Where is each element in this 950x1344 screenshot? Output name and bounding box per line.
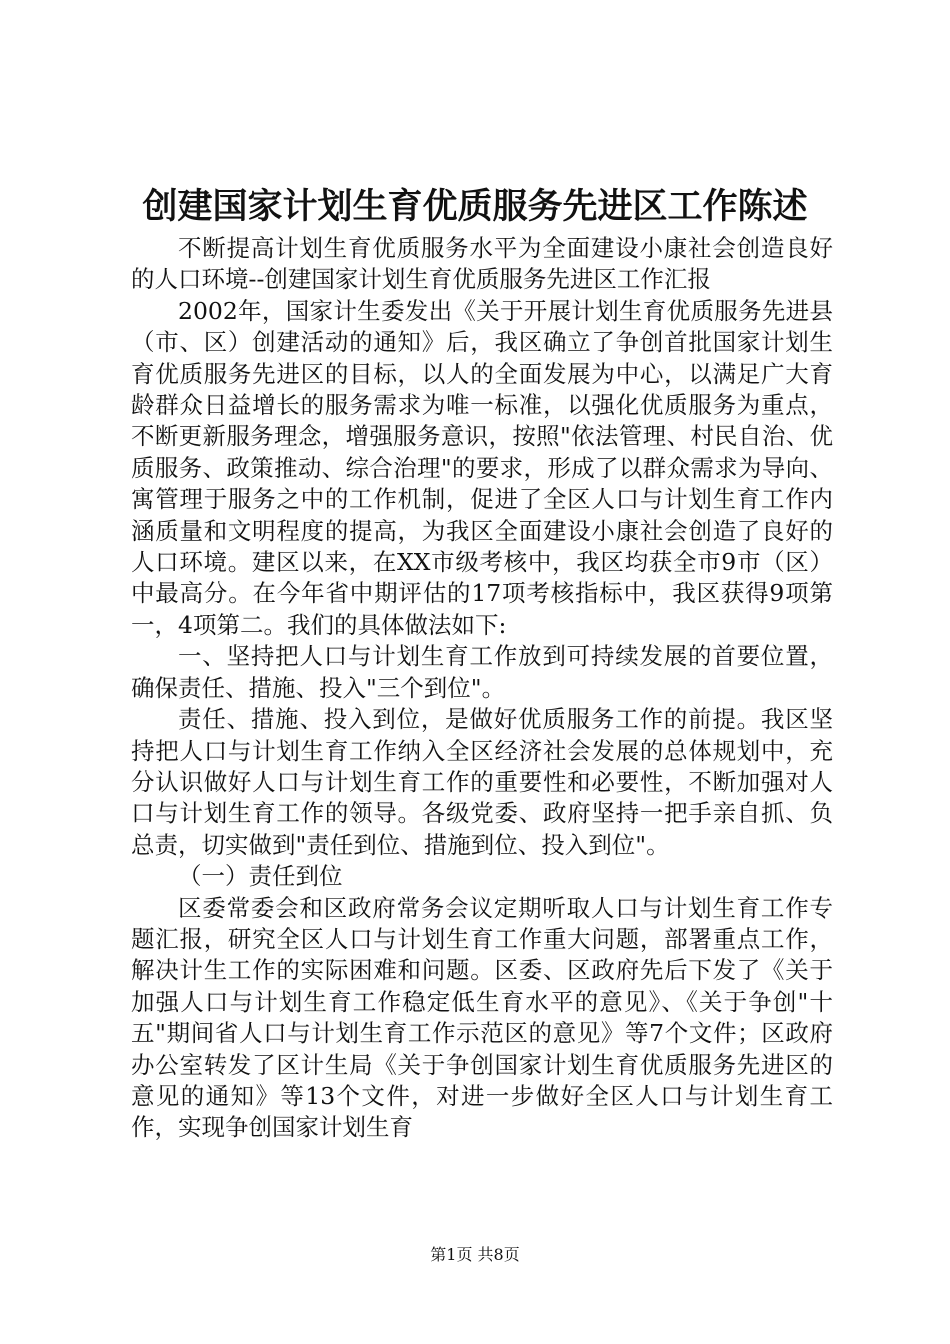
subsection-heading-1: （一）责任到位 bbox=[178, 862, 343, 891]
paragraph-intro: 2002年，国家计生委发出《关于开展计划生育优质服务先进县（市、区）创建活动的通知》后，我区确立了争创首批国家计划生育优质服务先进区的目标，以人的全面发展为中心，以满足广大育龄群众日益增长的服务需求为唯一标准，以强化优质服务为重点，不断更新服务理念，增强服务意识，按照"依法管理、村民自治、优质服务、政策推动、综合治理"的要求，形成了以群众需求为导向、寓管理于服务之中的工作机制，促进了全区人口与计划生育工作内涵质量和文明程度的提高，为我区全面建设小康社会创造了良好的人口环境。建区以来，在XX市级考核中，我区均获全市9市（区）中最高分。在今年省中期评估的17项考核指标中，我区获得9项第一，4项第二。我们的具体做法如下: bbox=[131, 296, 833, 639]
section-heading-1: 一、坚持把人口与计划生育工作放到可持续发展的首要位置，确保责任、措施、投入"三个到位"。 bbox=[131, 642, 833, 702]
paragraph-section-1: 责任、措施、投入到位，是做好优质服务工作的前提。我区坚持把人口与计划生育工作纳入全区经济社会发展的总体规划中，充分认识做好人口与计划生育工作的重要性和必要性，不断加强对人口与计划生育工作的领导。各级党委、政府坚持一把手亲自抓、负总责，切实做到"责任到位、措施到位、投入到位"。 bbox=[131, 705, 833, 859]
page-footer: 第1页 共8页 bbox=[430, 1245, 520, 1264]
paragraph-subsection-1: 区委常委会和区政府常务会议定期听取人口与计划生育工作专题汇报，研究全区人口与计划生育工作重大问题，部署重点工作，解决计生工作的实际困难和问题。区委、区政府先后下发了《关于加强人口与计划生育工作稳定低生育水平的意见》、《关于争创"十五"期间省人口与计划生育工作示范区的意见》等7个文件；区政府办公室转发了区计生局《关于争创国家计划生育优质服务先进区的意见的通知》等13个文件，对进一步做好全区人口与计划生育工作，实现争创国家计划生育 bbox=[131, 893, 833, 1142]
paragraph-subtitle: 不断提高计划生育优质服务水平为全面建设小康社会创造良好的人口环境--创建国家计划生育优质服务先进区工作汇报 bbox=[131, 234, 833, 294]
document-body bbox=[131, 233, 833, 1144]
document-title: 创建国家计划生育优质服务先进区工作陈述 bbox=[142, 186, 808, 227]
